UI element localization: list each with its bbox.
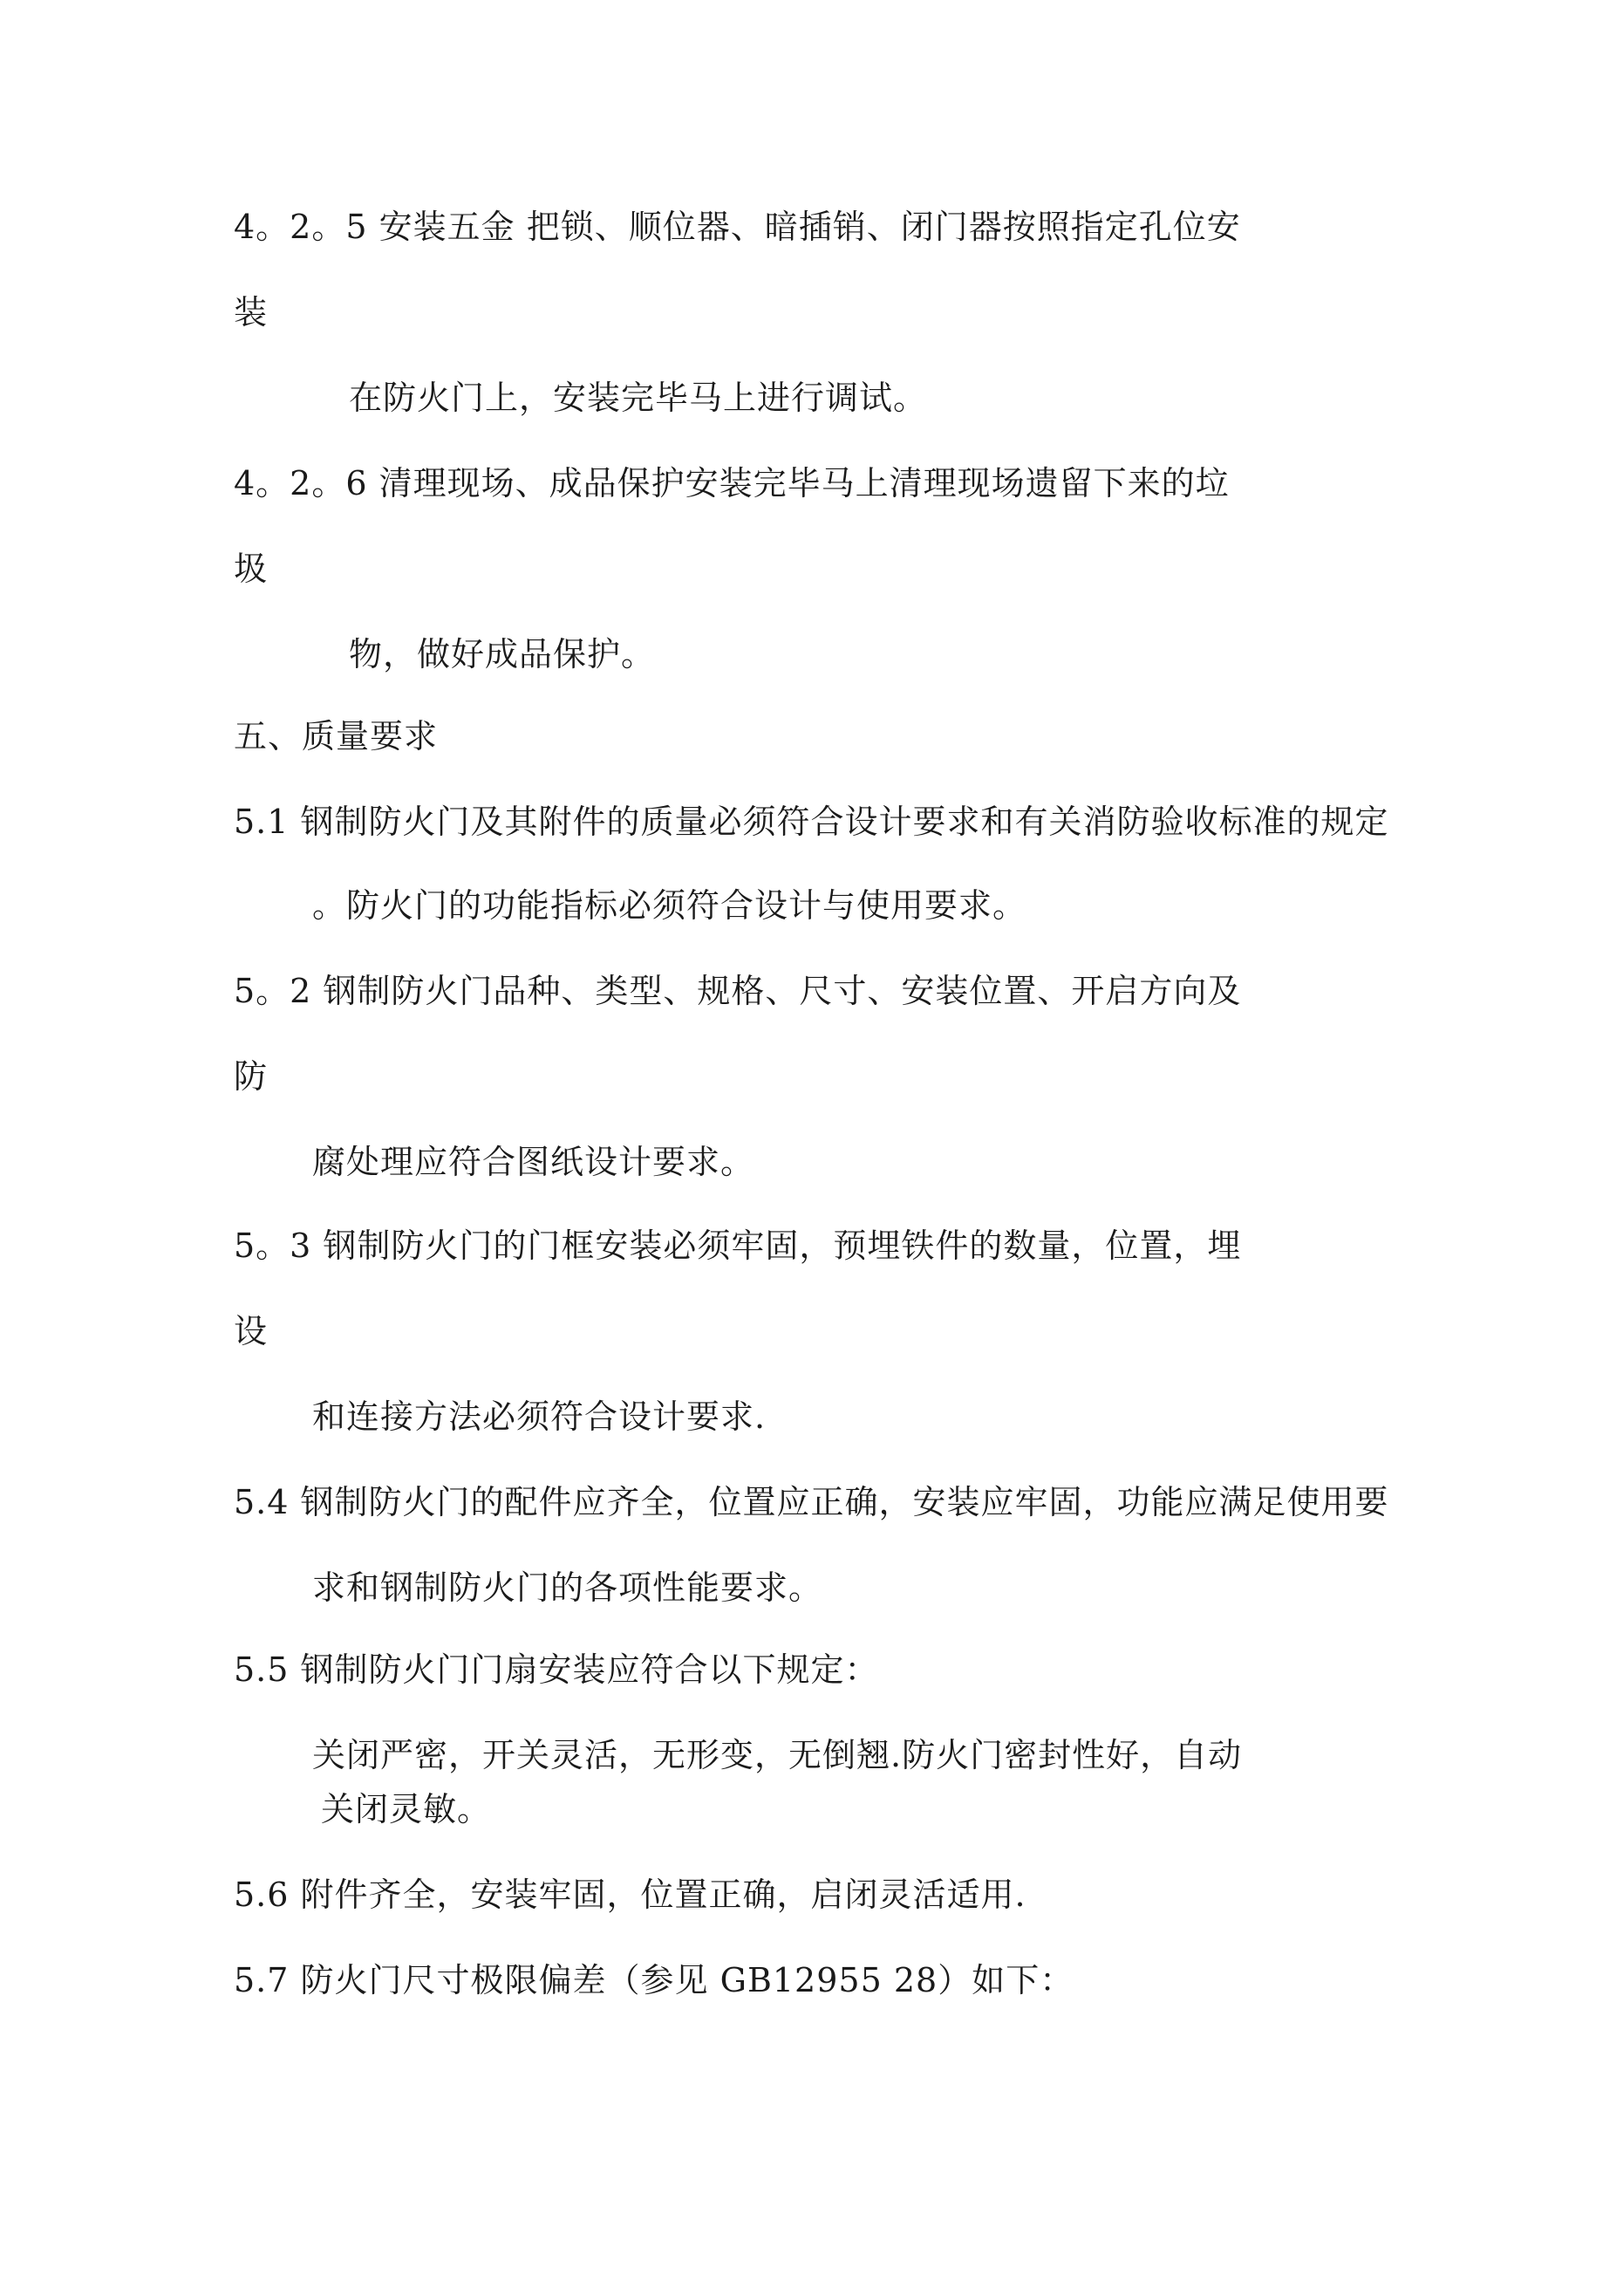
- text-line-indented: 在防火门上，安装完毕马上进行调试。: [349, 379, 928, 417]
- text-line-indented: 关闭灵敏。: [321, 1790, 492, 1828]
- text-line-5-1: 5.1 钢制防火门及其附件的质量必须符合设计要求和有关消防验收标准的规定: [234, 803, 1389, 841]
- text-line-4-2-6: 4。2。6 清理现场、成品保护安装完毕马上清理现场遗留下来的垃: [234, 464, 1230, 502]
- text-line-continuation: 圾: [234, 550, 269, 588]
- text-line-5-6: 5.6 附件齐全，安装牢固，位置正确，启闭灵活适用.: [234, 1876, 1026, 1914]
- text-line-continuation: 设: [234, 1312, 269, 1350]
- text-line-indented: 求和钢制防火门的各项性能要求。: [312, 1568, 823, 1607]
- text-line-4-2-5: 4。2。5 安装五金 把锁、顺位器、暗插销、闭门器按照指定孔位安: [234, 208, 1241, 246]
- text-line-5-3: 5。3 钢制防火门的门框安装必须牢固，预埋铁件的数量，位置，埋: [234, 1227, 1242, 1265]
- text-line-indented: 和连接方法必须符合设计要求.: [312, 1397, 767, 1436]
- text-line-indented: 关闭严密，开关灵活，无形变，无倒翘.防火门密封性好，自动: [312, 1736, 1243, 1774]
- text-line-indented: 物，做好成品保护。: [349, 635, 656, 673]
- text-line-continuation: 防: [234, 1057, 269, 1096]
- text-line-5-7: 5.7 防火门尺寸极限偏差（参见 GB12955 28）如下：: [234, 1961, 1074, 1999]
- text-line-5-2: 5。2 钢制防火门品种、类型、规格、尺寸、安装位置、开启方向及: [234, 972, 1242, 1010]
- text-line-5-5: 5.5 钢制防火门门扇安装应符合以下规定：: [234, 1650, 879, 1689]
- section-heading: 五、质量要求: [234, 717, 439, 755]
- text-line-5-4: 5.4 钢制防火门的配件应齐全，位置应正确，安装应牢固，功能应满足使用要: [234, 1483, 1389, 1521]
- text-line-indented: 。防火门的功能指标必须符合设计与使用要求。: [312, 886, 1027, 925]
- text-line-continuation: 装: [234, 293, 269, 331]
- text-line-indented: 腐处理应符合图纸设计要求。: [312, 1143, 755, 1181]
